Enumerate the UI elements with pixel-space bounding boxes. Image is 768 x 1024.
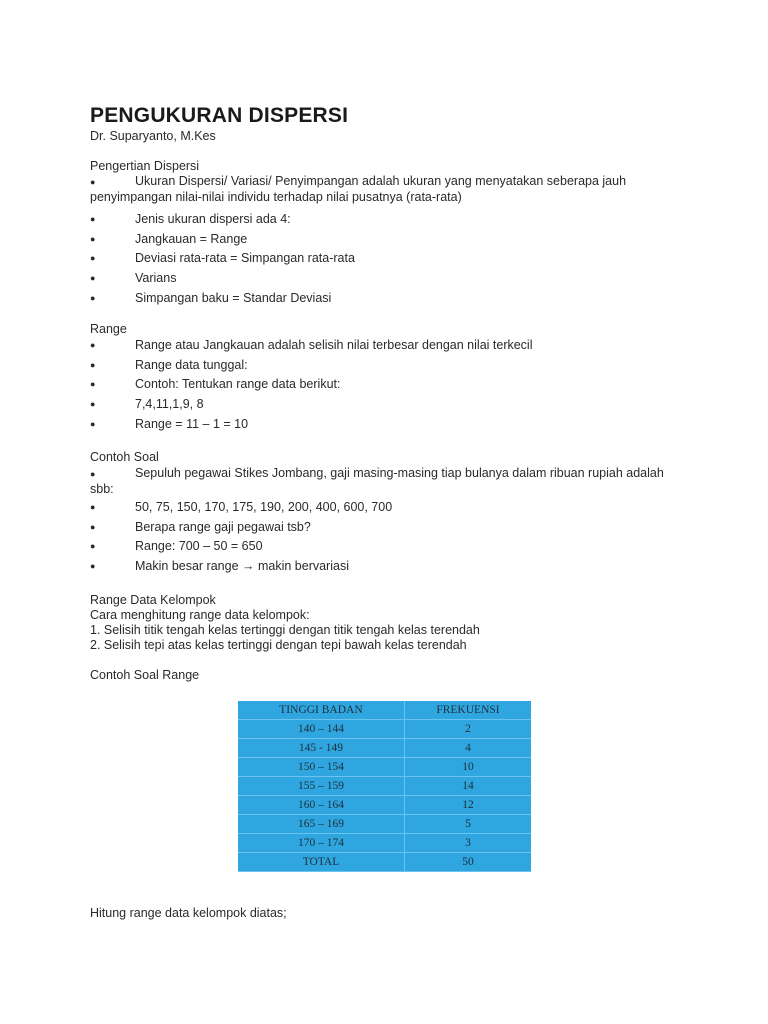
bullet-icon: ● [90, 292, 96, 303]
bullet-icon: ● [90, 214, 96, 224]
bullet-icon: ● [90, 273, 96, 284]
range-kelompok-line-1: Cara menghitung range data kelompok: [90, 608, 310, 622]
bullet-icon: ● [90, 418, 96, 429]
bullet-icon: ● [90, 359, 96, 370]
table-row [238, 815, 531, 834]
bullet-icon: ● [90, 177, 96, 187]
bullet-icon: ● [90, 340, 96, 350]
table-cell: 10 [404, 758, 531, 777]
section-heading-contoh-soal-range: Contoh Soal Range [90, 668, 200, 682]
table-cell: 150 – 154 [238, 758, 404, 777]
section1-list [90, 212, 690, 310]
table-cell: 12 [404, 796, 531, 815]
table-header-row [238, 701, 531, 720]
table-cell: 145 - 149 [238, 739, 404, 758]
section-heading-contoh-soal: Contoh Soal [90, 450, 159, 464]
list-item: ● Deviasi rata-rata = Simpangan rata-rata [90, 251, 355, 266]
closing-instruction: Hitung range data kelompok diatas; [90, 906, 287, 920]
list-item: ● Range: 700 – 50 = 650 [90, 539, 263, 554]
list-item: ● Range = 11 – 1 = 10 [90, 416, 249, 431]
table-cell: 155 – 159 [238, 777, 404, 796]
section1-first-bullet [90, 174, 690, 205]
section3-first-text: Sepuluh pegawai Stikes Jombang, gaji masing-masing tiap bulanya dalam ribuan rupiah adalah [135, 466, 664, 480]
section2-list [90, 338, 690, 436]
table-row [238, 720, 531, 739]
author-line: Dr. Suparyanto, M.Kes [90, 129, 216, 143]
table-row [238, 834, 531, 853]
table-cell: 50 [404, 853, 531, 872]
table-cell: 4 [404, 739, 531, 758]
frequency-table [238, 701, 531, 872]
list-item: ● Berapa range gaji pegawai tsb? [90, 519, 311, 534]
table-cell: 2 [404, 720, 531, 739]
table-row-total [238, 853, 531, 872]
list-item: ● Varians [90, 271, 177, 286]
table-row [238, 758, 531, 777]
table-cell: 140 – 144 [238, 720, 404, 739]
bullet-icon: ● [90, 399, 96, 410]
table-cell: 165 – 169 [238, 815, 404, 834]
list-item: ● Makin besar range → makin bervariasi [90, 559, 349, 574]
section-heading-range-kelompok: Range Data Kelompok [90, 593, 216, 607]
bullet-icon: ● [90, 521, 96, 532]
bullet-icon: ● [90, 469, 96, 479]
column-header-frekuensi: FREKUENSI [404, 701, 531, 720]
list-item: ● Jangkauan = Range [90, 231, 248, 246]
table-row [238, 739, 531, 758]
section-heading-range: Range [90, 322, 127, 336]
table-cell: 5 [404, 815, 531, 834]
section3-first-bullet [90, 466, 690, 497]
column-header-tinggi-badan: TINGGI BADAN [238, 701, 404, 720]
table-cell: 3 [404, 834, 531, 853]
bullet-icon: ● [90, 541, 96, 552]
bullet-icon: ● [90, 379, 96, 390]
range-kelompok-line-2: 1. Selisih titik tengah kelas tertinggi dengan titik tengah kelas terendah [90, 623, 480, 637]
table-cell: TOTAL [238, 853, 404, 872]
list-item: ● 50, 75, 150, 170, 175, 190, 200, 400, 600, 700 [90, 500, 393, 514]
table-cell: 14 [404, 777, 531, 796]
table-row [238, 777, 531, 796]
section1-first-text: Ukuran Dispersi/ Variasi/ Penyimpangan adalah ukuran yang menyatakan seberapa jauh [135, 174, 627, 188]
list-item: ● Range data tunggal: [90, 357, 248, 372]
bullet-icon: ● [90, 502, 96, 512]
section1-first-cont: penyimpangan nilai-nilai individu terhadap nilai pusatnya (rata-rata) [90, 190, 462, 204]
bullet-icon: ● [90, 233, 96, 244]
section-heading-dispersi: Pengertian Dispersi [90, 159, 200, 173]
table-cell: 160 – 164 [238, 796, 404, 815]
table-cell: 170 – 174 [238, 834, 404, 853]
list-item: ● Jenis ukuran dispersi ada 4: [90, 212, 291, 226]
bullet-icon: ● [90, 561, 96, 572]
table-row [238, 796, 531, 815]
section3-first-cont: sbb: [90, 482, 114, 496]
section3-list [90, 500, 690, 579]
list-item: ● Range atau Jangkauan adalah selisih nilai terbesar dengan nilai terkecil [90, 338, 533, 352]
list-item: ● Simpangan baku = Standar Deviasi [90, 290, 332, 305]
list-item: ● 7,4,11,1,9, 8 [90, 397, 204, 412]
page-title: PENGUKURAN DISPERSI [90, 104, 349, 127]
bullet-icon: ● [90, 253, 96, 264]
list-item: ● Contoh: Tentukan range data berikut: [90, 377, 341, 392]
range-kelompok-line-3: 2. Selisih tepi atas kelas tertinggi dengan tepi bawah kelas terendah [90, 638, 467, 652]
